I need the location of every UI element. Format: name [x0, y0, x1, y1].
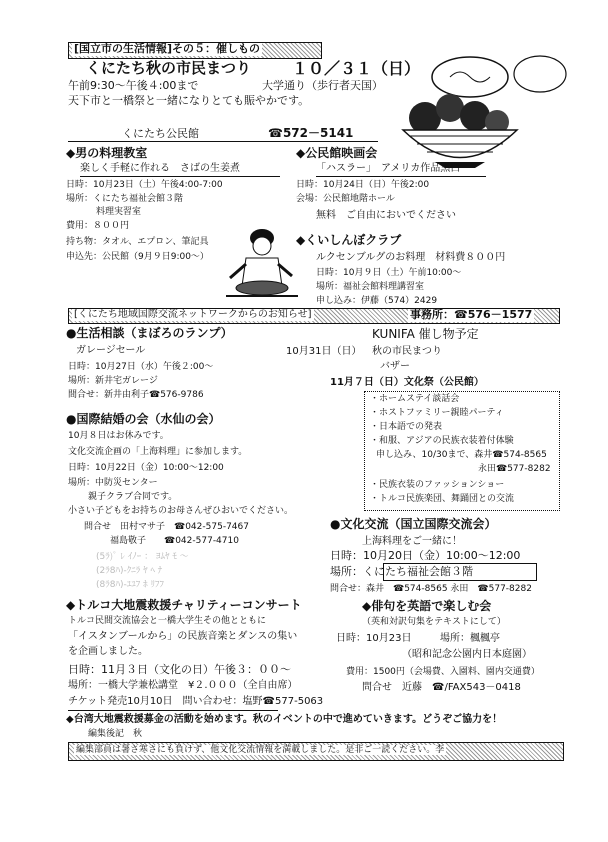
- fruit-basket-icon: [395, 90, 525, 170]
- film-subtitle-rule: [316, 176, 486, 177]
- turkey-place: 場所：一橋大学兼松講堂 ¥２.０００（全自由席）: [68, 680, 298, 691]
- editor-text: 編集部員は暑さ寒さにも負けず、他文化交流情報を満載しました。是非ご一読ください。李: [76, 745, 445, 755]
- seikatsu-place: 場所：新井宅ガレージ: [68, 376, 158, 386]
- bunka-contact: 問合せ：森井 ☎574-8565 永田 ☎577-8282: [330, 584, 532, 594]
- turkey-ticket-rule: [68, 710, 278, 711]
- kokusai-c2: 福島敬子 ☎042-577-4710: [110, 536, 239, 546]
- cooking-date: 日時：10月23日（土）午後4:00-7:00: [66, 180, 223, 190]
- seikatsu-date: 日時：10月27日（水）午後２:00～: [68, 362, 214, 372]
- festival-time: 午前9:30～午後４:00まで: [68, 79, 199, 92]
- seikatsu-contact: 間合せ：新井由利子☎576-9786: [68, 390, 204, 400]
- club-apply: 申し込み：伊藤（574）2429: [316, 296, 438, 306]
- bunka-place-box: [383, 563, 537, 581]
- kunifa-item: 申し込み、10/30まで、森井☎574-8565: [376, 450, 547, 460]
- cooking-place: 場所：くにたち福祉会館３階: [66, 194, 184, 204]
- festival-place: 大学通り（歩行者天国）: [262, 79, 383, 92]
- kouminkan-name: くにたち公民館: [122, 127, 199, 140]
- bleed-through-text: (8ﾗ8ﾊ)-ﾕﾕﾌ ﾎ ﾘﾌﾌ: [96, 580, 164, 590]
- kokusai-title: ●国際結婚の会（水仙の会）: [66, 412, 221, 426]
- chef-illustration-icon: [222, 224, 300, 304]
- kokusai-l1: 10月８日はお休みです。: [68, 431, 169, 441]
- haiku-title: ◆俳句を英語で楽しむ会: [362, 599, 492, 613]
- bleed-through-text: (2ﾗ8ﾊ)-ｸﾆﾗ ﾔ ﾍ ﾅ: [96, 566, 163, 576]
- cooking-title: ◆男の料理教室: [66, 146, 148, 160]
- kunifa-line1a: 10月31日（日）: [286, 346, 362, 357]
- kokusai-l5: 親子クラブ合同です。: [88, 492, 178, 502]
- haiku-place: 場所：楓楓亭: [440, 633, 500, 644]
- club-title: ◆くいしんぼクラブ: [296, 233, 402, 247]
- haiku-date: 日時：10月23日: [336, 633, 412, 644]
- haiku-sub: （英和対訳句集をテキストにして）: [362, 617, 506, 627]
- bleed-through-text: (5ﾗ)ﾟ ﾚ ｲﾉｰ ： ﾖﾑﾔ ﾓ ～: [96, 552, 189, 562]
- network-tag: [くにたち地域国際交流ネットワークからのお知らせ]: [74, 309, 312, 320]
- cooking-subtitle-rule: [80, 176, 280, 177]
- turkey-l2: 「イスタンブールから」の民族音楽とダンスの集い: [68, 631, 298, 642]
- cooking-fee: 費用：８００円: [66, 221, 130, 231]
- kouminkan-rule: [68, 141, 378, 142]
- kunifa-line1b: 秋の市民まつり: [372, 346, 442, 357]
- club-date: 日時：10月９日（土）午前10:00～: [316, 268, 462, 278]
- kunifa-line2: バザー: [380, 361, 410, 372]
- kunifa-item: ・和服、アジアの民族衣装着付体験: [370, 436, 514, 446]
- kunifa-item: ・ホストファミリー親睦パーティ: [370, 408, 504, 418]
- kokusai-l4: 場所：中防災センター: [68, 478, 158, 488]
- haiku-fee: 費用：1500円（会場費、入園料、園内交通費）: [346, 667, 540, 677]
- film-date: 日時：10月24日（日）午後2:00: [296, 180, 430, 190]
- film-subtitle: 「ハスラー」 アメリカ作品黒白: [316, 163, 461, 174]
- turkey-l1: トルコ民間交流協会と一橋大学生その他とともに: [68, 616, 267, 626]
- turkey-ticket: チケット発売10月10日 問い合わせ：塩野☎577-5063: [68, 696, 324, 707]
- turkey-l3: を企画しました。: [68, 646, 148, 657]
- bunka-place: 場所：くにたち福祉会館３階: [330, 565, 473, 578]
- seikatsu-title: ●生活相談（まぼろのランプ）: [66, 326, 233, 340]
- club-place: 場所：福祉会館料理講習室: [316, 282, 425, 292]
- turkey-title: ◆トルコ大地震救援チャリティーコンサート: [66, 598, 302, 612]
- kokusai-l2: 文化交流企画の「上海料理」に参加します。: [68, 447, 248, 457]
- network-office: 事務所：☎576－1577: [410, 308, 533, 321]
- kunifa-item: ・日本語での発表: [370, 422, 443, 432]
- cooking-subtitle: 楽しく手軽に作れる さばの生姜煮: [80, 163, 240, 174]
- haiku-contact: 問合せ 近藤 ☎/FAX543－0418: [362, 682, 521, 693]
- film-note: 無料 ご自由においでください: [316, 210, 456, 221]
- turkey-date: 日時：11月３日（文化の日）午後３：００～: [68, 663, 291, 676]
- header-tag: [国立市の生活情報]その５：催しもの: [74, 42, 261, 55]
- festival-title: くにたち秋の市民まつり: [86, 59, 252, 77]
- kunifa-title: KUNIFA 催し物予定: [372, 327, 479, 341]
- cooking-place2: 料理実習室: [96, 207, 142, 217]
- film-title: ◆公民館映画会: [296, 146, 378, 160]
- kokusai-l6: 小さい子どもをお持ちのお母さんぜひおいでください。: [68, 506, 294, 516]
- kouminkan-phone: ☎572－5141: [268, 126, 354, 140]
- cooking-apply: 申込先：公民館（9月９日9:00～）: [66, 252, 209, 262]
- kokusai-l3: 日時：10月22日（金）10:00～12:00: [68, 463, 224, 473]
- seikatsu-sub: ガレージセール: [76, 345, 146, 356]
- bunka-sub: 上海料理をご一緒に！: [362, 536, 462, 547]
- taiwan-notice: ◆台湾大地震救援募金の活動を始めます。秋のイベントの中で進めていきます。どうぞご協力を！: [66, 714, 503, 725]
- kunifa-item: ・トルコ民族楽団、舞踊団との交流: [370, 494, 515, 504]
- festival-desc: 天下市と一橋祭と一緒になりとても賑やかです。: [68, 94, 310, 107]
- haiku-place2: （昭和記念公園内日本庭園）: [402, 649, 532, 660]
- editor-head: 編集後記 秋: [88, 729, 143, 739]
- kunifa-item: ・ホームステイ談話会: [370, 394, 460, 404]
- kunifa-line3: 11月７日（日）文化祭（公民館）: [330, 377, 484, 388]
- kokusai-c1: 問合せ 田村マサ子 ☎042-575-7467: [84, 522, 249, 532]
- club-menu: ルクセンブルグのお料理 材料費８００円: [316, 252, 506, 263]
- kunifa-item: 永田☎577-8282: [478, 464, 551, 474]
- festival-date: １０／３１（日）: [292, 59, 421, 78]
- bunka-title: ●文化交流（国立国際交流会）: [330, 517, 497, 531]
- film-place: 会場：公民館地階ホール: [296, 194, 395, 204]
- cooking-bring: 持ち物：タオル、エプロン、筆記具: [66, 237, 209, 247]
- kunifa-item: ・民族衣装のファッションショー: [370, 480, 505, 490]
- bunka-date: 日時：10月20日（金）10:00～12:00: [330, 549, 521, 562]
